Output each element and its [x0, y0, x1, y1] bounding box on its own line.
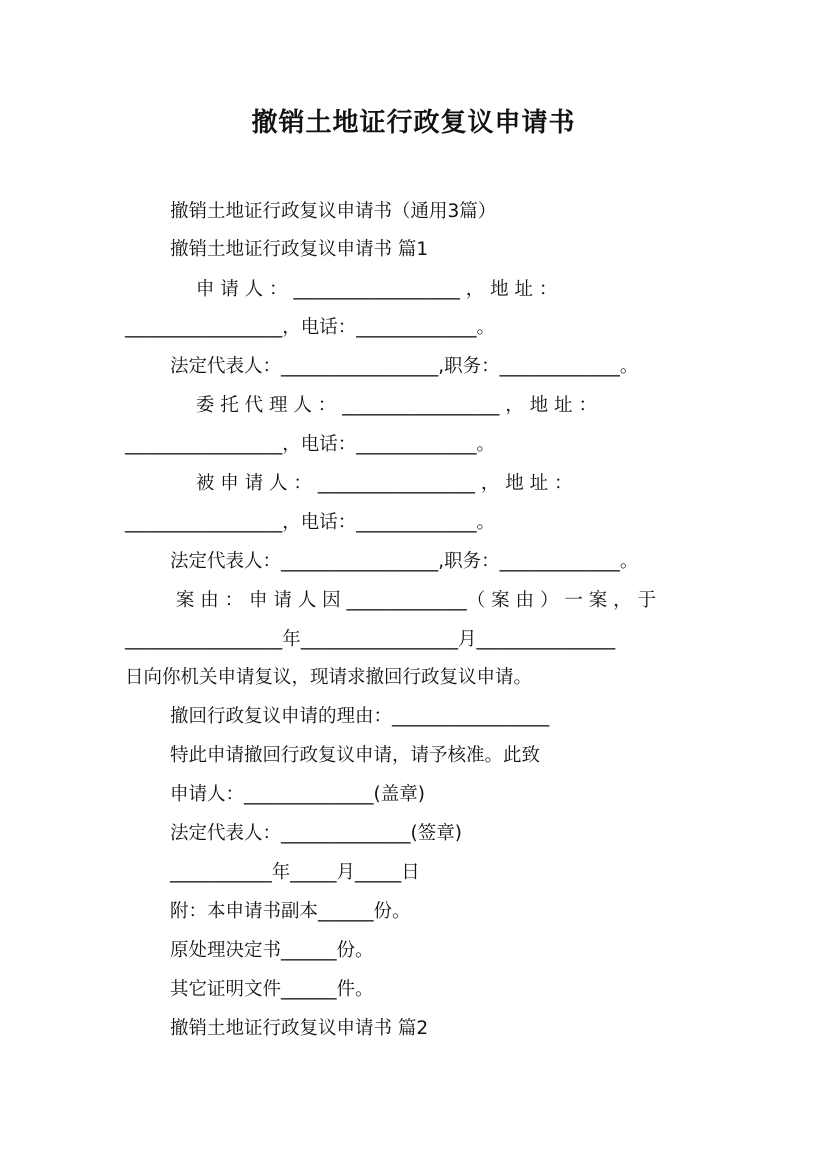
doc-line-legal-rep: 法定代表人：_________________,职务：_____________。	[170, 356, 639, 377]
doc-line-respondent: 被 申 请 人 ： _________________ ， 地 址 ：	[190, 473, 573, 494]
doc-line-original-decision: 原处理决定书______份。	[170, 940, 374, 961]
doc-line-agent: 委 托 代 理 人 ： _________________ ， 地 址 ：	[190, 395, 597, 416]
doc-line-agent-phone: _________________，电话：_____________。	[125, 434, 496, 455]
document-title: 撤销土地证行政复议申请书	[251, 108, 576, 138]
doc-line-request: 日向你机关申请复议，现请求撤回行政复议申请。	[125, 667, 533, 688]
doc-line-applicant: 申 请 人 ： __________________ ， 地 址 ：	[190, 279, 558, 300]
doc-line-section1: 撤销土地证行政复议申请书 篇1	[170, 239, 429, 260]
doc-line-hereby: 特此申请撤回行政复议申请，请予核准。此致	[170, 745, 541, 766]
doc-line-respondent-phone: _________________，电话：_____________。	[125, 512, 496, 533]
doc-line-date: ___________年_____月_____日	[170, 862, 420, 883]
doc-line-legal-rep-sign: 法定代表人：______________(签章)	[170, 823, 462, 844]
doc-line-reason: 撤回行政复议申请的理由：_________________	[170, 706, 550, 727]
doc-line-other-documents: 其它证明文件______件。	[170, 979, 374, 1000]
doc-line-subtitle: 撤销土地证行政复议申请书（通用3篇）	[170, 201, 497, 222]
doc-line-applicant-phone: _________________，电话：_____________。	[125, 317, 496, 338]
doc-line-date-blanks: _________________年_________________月_______________	[125, 629, 616, 650]
doc-line-applicant-seal: 申请人：______________(盖章)	[170, 784, 425, 805]
doc-line-legal-rep-2: 法定代表人：_________________,职务：_____________。	[170, 551, 639, 572]
doc-line-section2: 撤销土地证行政复议申请书 篇2	[170, 1018, 429, 1039]
doc-line-attachment-copies: 附：本申请书副本______份。	[170, 901, 411, 922]
doc-line-case: 案 由 ： 申 请 人 因 _____________（ 案 由 ） 一 案 ， 于	[170, 590, 656, 611]
